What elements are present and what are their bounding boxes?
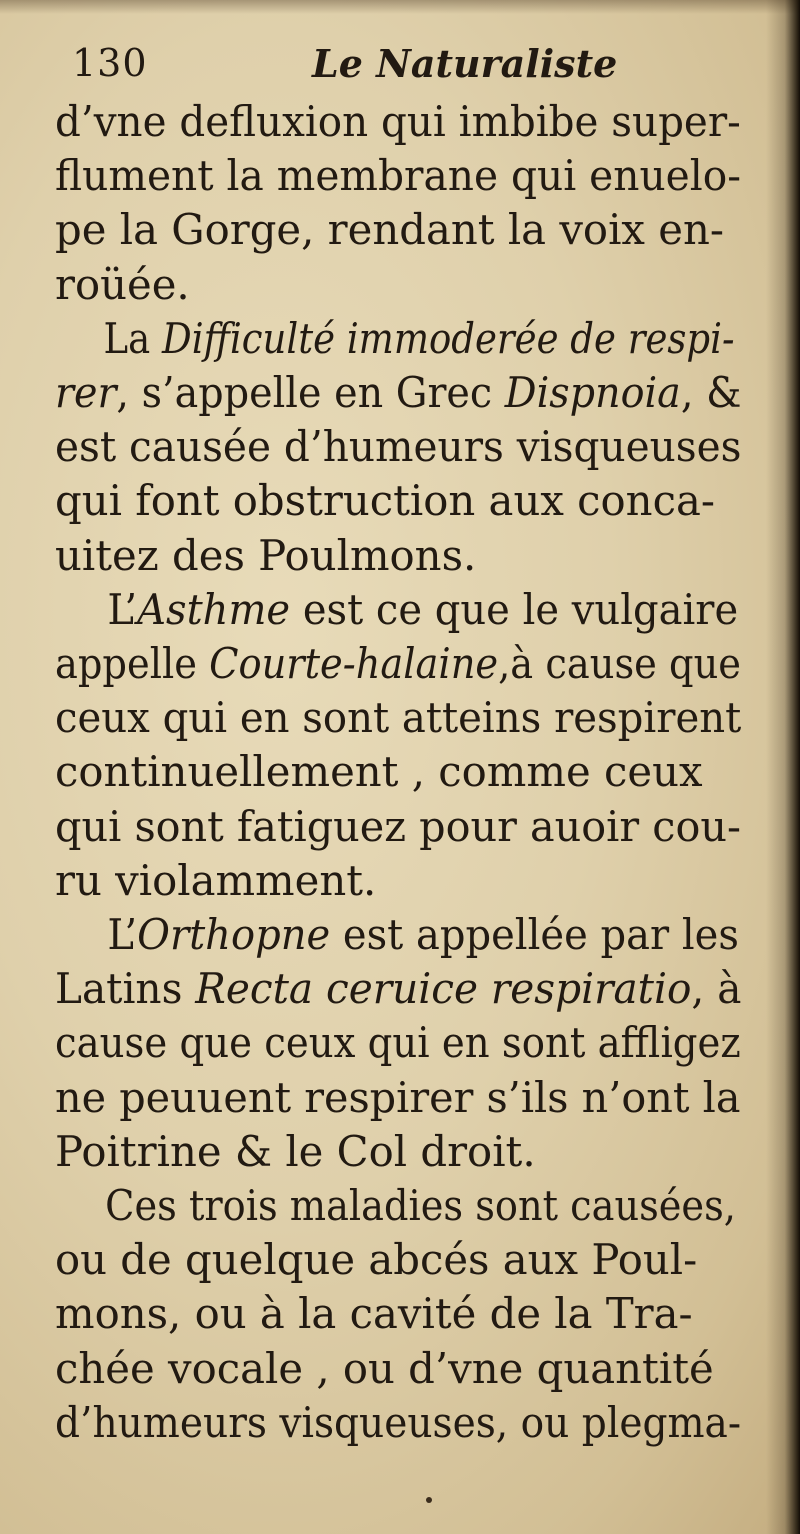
text-line xyxy=(55,745,741,799)
text-run: , s’appelle en Grec xyxy=(116,368,505,418)
italic-text-run: Dispnoia xyxy=(504,368,681,418)
text-line xyxy=(55,583,739,637)
page-number: 130 xyxy=(72,41,148,85)
ink-dot-mark xyxy=(426,1497,432,1503)
text-line xyxy=(55,312,735,366)
italic-text-run: Difficulté immoderée de respi- xyxy=(162,313,735,363)
text-run: ,à cause que xyxy=(498,639,741,689)
text-line xyxy=(55,1287,741,1341)
text-run: L’ xyxy=(107,584,138,634)
text-line xyxy=(55,1396,742,1450)
text-line xyxy=(55,1179,736,1233)
text-run: Ces trois maladies sont causées, xyxy=(105,1181,736,1231)
text-line xyxy=(55,529,741,583)
page-edge-shadow-top xyxy=(0,0,800,14)
text-line xyxy=(55,908,739,962)
text-run: d’vne defluxion qui imbibe super- xyxy=(55,97,741,146)
text-line xyxy=(55,149,742,203)
text-run: uitez des Poulmons. xyxy=(55,530,477,580)
text-line xyxy=(55,962,742,1016)
text-run: , à xyxy=(691,964,742,1014)
text-line xyxy=(55,203,741,257)
text-line xyxy=(55,637,741,691)
text-line xyxy=(55,474,741,528)
text-run: La xyxy=(103,313,163,363)
text-run: appelle xyxy=(55,639,210,689)
body-text xyxy=(55,95,745,1450)
text-run: pe la Gorge, rendant la voix en- xyxy=(55,205,724,255)
italic-text-run: Asthme xyxy=(137,584,291,634)
italic-text-run: Recta ceruice respiratio xyxy=(195,964,692,1014)
text-line xyxy=(55,691,742,745)
text-run: qui font obstruction aux conca- xyxy=(55,476,715,526)
text-run: d’humeurs visqueuses, ou plegma- xyxy=(55,1397,742,1447)
text-run: qui sont fatiguez pour auoir cou- xyxy=(55,801,741,851)
text-run: est causée d’humeurs visqueuses xyxy=(55,422,742,472)
text-line xyxy=(55,258,741,312)
text-run: ceux qui en sont atteins respirent xyxy=(55,693,742,743)
text-line xyxy=(55,1125,741,1179)
text-run: est ce que le vulgaire xyxy=(290,584,739,634)
text-run: ru violamment. xyxy=(55,855,377,905)
text-line xyxy=(55,1342,741,1396)
italic-text-run: Orthopne xyxy=(137,910,331,960)
text-run: ne peuuent respirer s’ils n’ont la xyxy=(55,1072,741,1122)
text-run: continuellement , comme ceux xyxy=(55,747,703,797)
text-run: Poitrine & le Col droit. xyxy=(55,1126,536,1176)
text-run: ou de quelque abcés aux Poul- xyxy=(55,1235,698,1285)
text-line xyxy=(55,366,742,420)
text-line xyxy=(55,420,742,474)
text-run: L’ xyxy=(107,910,138,960)
text-run: Latins xyxy=(55,964,196,1014)
book-gutter-shadow xyxy=(766,0,800,1534)
text-line xyxy=(55,800,741,854)
text-run: flument la membrane qui enuelo- xyxy=(55,151,742,201)
text-run: chée vocale , ou d’vne quantité xyxy=(55,1343,714,1393)
text-run: est appellée par les xyxy=(330,910,739,960)
text-run: mons, ou à la cavité de la Tra- xyxy=(55,1289,693,1339)
italic-text-run: Courte-halaine xyxy=(209,639,499,689)
text-run: roüée. xyxy=(55,259,190,309)
text-line xyxy=(55,1016,741,1070)
page-header xyxy=(72,38,672,98)
text-line xyxy=(55,1071,741,1125)
text-line xyxy=(55,1233,741,1287)
text-line xyxy=(55,95,741,149)
text-run: cause que ceux qui en sont affligez xyxy=(55,1018,741,1068)
running-title: Le Naturaliste xyxy=(312,41,618,86)
italic-text-run: rer xyxy=(55,368,117,418)
text-run: , & xyxy=(680,368,742,418)
text-line xyxy=(55,854,741,908)
